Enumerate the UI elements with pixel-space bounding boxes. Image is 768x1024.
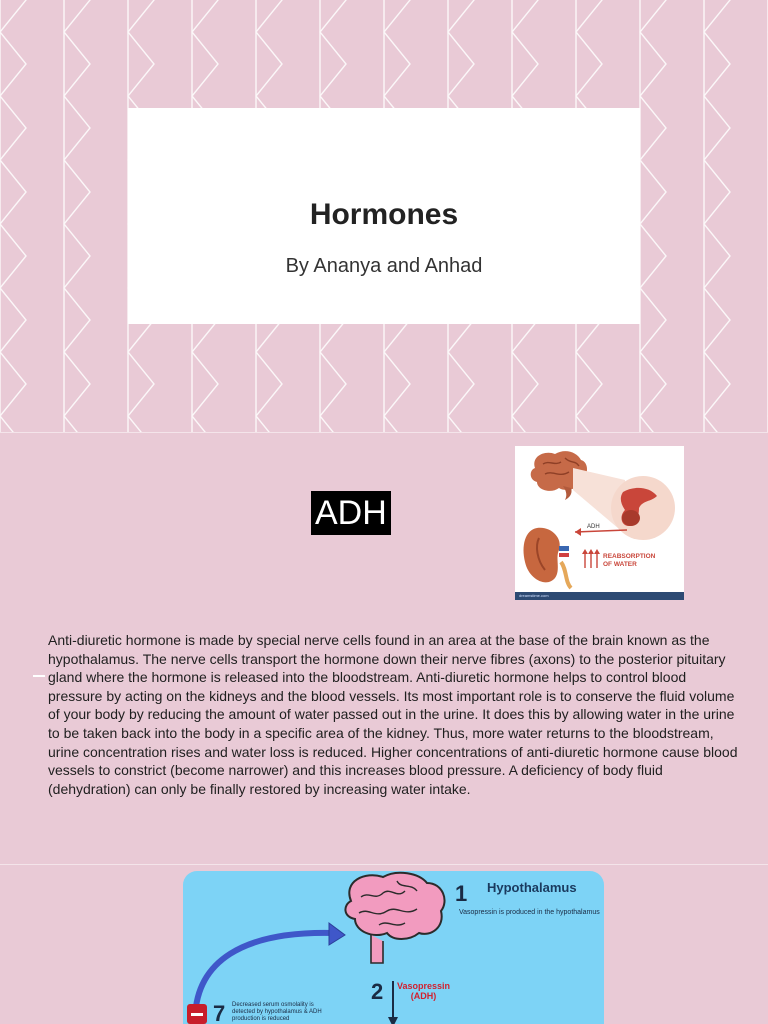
title-card bbox=[128, 108, 640, 324]
vasopressin-line2: (ADH) bbox=[410, 991, 437, 1001]
reabsorption-label: REABSORPTION bbox=[603, 553, 656, 560]
hypothalamus-title: Hypothalamus bbox=[487, 880, 577, 895]
adh-process-infographic bbox=[183, 871, 604, 1024]
image-footer bbox=[515, 592, 684, 600]
step-7-number: 7 bbox=[213, 1001, 226, 1024]
decorative-dash bbox=[33, 675, 45, 677]
vasopressin-label bbox=[397, 981, 450, 1001]
watermark-text: dreamstime.com bbox=[519, 593, 549, 598]
of-water-label: OF WATER bbox=[603, 561, 637, 568]
adh-illustration bbox=[515, 446, 684, 600]
vasopressin-line1: Vasopressin bbox=[397, 981, 451, 991]
step-7-description: Decreased serum osmolality is detected by hypothalamus & ADH production is reduced bbox=[232, 1002, 322, 1022]
adh-process-slide bbox=[0, 865, 768, 1024]
slide-title: Hormones bbox=[309, 198, 459, 231]
slide-subtitle: By Ananya and Anhad bbox=[285, 255, 483, 277]
kidney-brain-diagram bbox=[515, 446, 684, 600]
hypothalamus-description: Vasopressin is produced in the hypothalamus bbox=[459, 909, 600, 916]
adh-arrow-label: ADH bbox=[587, 524, 600, 530]
adh-slide bbox=[0, 433, 768, 864]
adh-heading: ADH bbox=[311, 491, 391, 535]
step-2-number: 2 bbox=[371, 979, 384, 1004]
step-1-number: 1 bbox=[455, 881, 468, 906]
title-slide bbox=[0, 0, 768, 432]
minus-badge-icon bbox=[187, 1004, 207, 1024]
adh-description: Anti-diuretic hormone is made by special nerve cells found in an area at the base of the brain known as the hypothalamus. The nerve cells transport the hormone down their nerve fibres (axons) to the posterior pituitary gland where the hormone is released into the bloodstream. Anti-diuretic hormone helps to control blood pressure by acting on the kidneys and the blood vessels. Its most important role is to conserve the fluid volume of your body by reducing the amount of water passed out in the urine. It does this by allowing water in the urine to be taken back into the body in a specific area of the kidney. Thus, more water returns to the bloodstream, urine concentration rises and water loss is reduced. Higher concentrations of anti-diuretic hormone cause blood vessels to constrict (become narrower) and this increases blood pressure. A deficiency of body fluid (dehydration) can only be finally restored by increasing water intake. bbox=[48, 632, 738, 797]
